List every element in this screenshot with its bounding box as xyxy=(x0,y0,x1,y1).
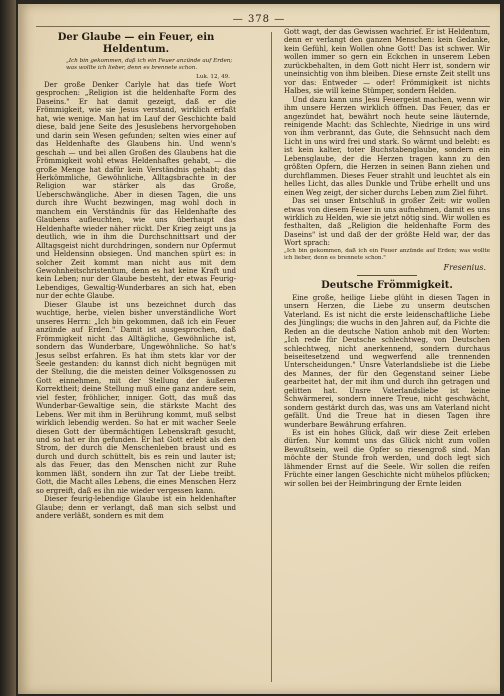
motto-reference: Luk. 12, 49. xyxy=(196,74,230,80)
column-divider xyxy=(271,32,272,682)
author-signature: Fresenius. xyxy=(443,262,486,272)
paragraph: Und dazu kann uns Jesu Feuergeist machen, wenn wir ihm unsere Herzen wirklich öffnen. Das Feuer, das er angezündet hat, bewährt noch heute seine läuternde, reinigende Macht: das Schlechte, Niedrige in uns wird von ihm verbrannt, das Gute, die Sehnsucht nach dem Licht in uns wird frei und stark. So wärmt und belebt: es ist kein kalter, toter Buchstabenglaube, sondern ein Lebensglaube, der die Herzen tragen kann zu den größten Opfern, die Herzen in seinen Bann ziehen und durchflammen. Dieses Feuer strahlt und leuchtet als ein helles Licht, das alles Dunkle und Trübe erhellt und uns einen Weg zeigt, der sicher durchs Leben zum Ziel führt. xyxy=(284,94,490,197)
paragraph: Eine große, heilige Liebe glüht in diesen Tagen in unsern Herzen, die Liebe zu unserm deutschen Vaterland. Es ist nicht die erste leidenschaftliche Liebe des Jünglings; die wuchs in den Jahren auf, da Fichte die Reden an die deutsche Nation anhob mit den Worten: „Ich rede für Deutsche schlechtweg, von Deutschen schlechtweg, nicht anerkennend, sondern durchaus beiseitesetzend und wegwerfend alle trennenden Unterscheidungen." Unsre Vaterlandsliebe ist die Liebe des Mannes, der für den Gegenstand seiner Liebe gearbeitet hat, der mit ihm und durch ihn getragen und gelitten hat. Unsre Vaterlandsliebe ist keine Schwärmerei, sondern innere Treue, nicht geschwächt, sondern gestärkt durch das, was uns am Vaterland nicht gefällt. Und die Treue hat in diesen Tagen ihre wunderbare Bewährung erfahren. xyxy=(284,292,490,429)
motto-quote: „Ich bin gekommen, daß ich ein Feuer anzünde auf Erden; was wollte ich lieber, denn es brennete schon. xyxy=(66,58,233,71)
paragraph: Dieser feurig-lebendige Glaube ist ein heldenhafter Glaube; denn er verlangt, daß man sich selbst und andere verläßt, sondern es mit dem xyxy=(36,494,236,521)
article-heading: Der Glaube — ein Feuer, ein Heldentum. xyxy=(57,32,215,55)
left-column xyxy=(36,28,236,521)
closing-quote: „Ich bin gekommen, daß ich ein Feuer anzünde auf Erden; was wollte ich lieber, denn es brennete schon." xyxy=(284,247,490,261)
paragraph: Der große Denker Carlyle hat das tiefe Wort gesprochen: „Religion ist die heldenhafte Form des Daseins." Er hat damit gezeigt, daß er die Frömmigkeit, wie sie Jesus verstand, wirklich erfaßt hat, wie wenige. Man hat im Lauf der Geschichte bald diese, bald jene Seite des Jesuslebens hervorgehoben und darin sein Wesen gefunden; selten wies einer auf das Heldenhafte des Glaubens hin. Und wenn's geschah — und bei allen Großen des Glaubens hat die Frömmigkeit wohl etwas Heldenhaftes gehabt, — die große Menge hat dafür kein Verständnis gehabt; das Herkömmliche, Gewöhnliche, Alltagsbrachte in der Religion war stärker als das Große, Ueberschwängliche. Aber in diesen Tagen, die uns durch ihre Wucht bezwingen, mag wohl doch in manchem ein Verständnis für das Heldenhafte des Glaubens aufleuchten, wie uns überhaupt das Heldenhafte wieder näher rückt. Der Krieg zeigt uns ja deutlich, wie in ihm die Durchschnittsart und der Alltagsgeist nicht durchdringen, sondern nur Opfermut und Heldensinn obsiegen. Und manchen spürt es: in solcher Zeit kommt man nicht aus mit dem Gewohnheitschristentum, denn es hat keine Kraft und kein Leben; nur der Glaube besteht, der etwas Feurig-Lebendiges, Gewaltig-Wunderbares an sich hat, eben nur der echte Glaube. xyxy=(36,80,236,301)
paragraph: Es ist ein hohes Glück, daß wir diese Zeit erleben dürfen. Nur kommt uns das Glück nicht zum vollen Bewußtsein, weil die Opfer so riesengroß sind. Man möchte der Stunde froh werden, und doch legt sich lähmender Ernst auf die Seele. Wir sollen die reifen Früchte einer langen Geschichte nicht mühelos pflücken; wir sollen bei der Heimbringung der Ernte leiden xyxy=(284,428,490,488)
right-column xyxy=(284,28,490,488)
article-heading-2: Deutsche Frömmigkeit. xyxy=(321,279,453,291)
paragraph: Dieser Glaube ist uns bezeichnet durch das wuchtige, herbe, vielen bisher unverständliche Wort unseres Herrn: „Ich bin gekommen, daß ich ein Feuer anzünde auf Erden." Damit ist ausgesprochen, daß Frömmigkeit nicht das Alltägliche, Gewöhnliche ist, sondern das Wunderbare, Ungewöhnliche. So hat's Jesus selbst erfahren. Es hat ihm stets klar vor der Seele gestanden: du kannst dich nicht begnügen mit der Stellung, die die meisten deiner Volksgenossen zu Gott einnehmen, mit der Stellung der äußeren Korrektheit; deine Stellung muß eine ganz andere sein, viel fester, fröhlicher, inniger. Gott, das muß das Wunderbar-Gewaltige sein, die stärkste Macht des Lebens. Wer mit ihm in Berührung kommt, muß selbst wirklich lebendig werden. So hat er mit wacher Seele diesen Gott der übermächtigen Lebenskraft gesucht, und so hat er ihn gefunden. Er hat Gott erlebt als den Strom, der durch die Menschenleben braust und es durch und durch schüttelt, bis es rein und lauter ist; als das Feuer, das den Menschen nicht zur Ruhe kommen läßt, sondern ihn zur Tat der Liebe treibt. Gott, die Macht alles Lebens, die eines Menschen Herz so ergreift, daß es ihn nie wieder vergessen kann. xyxy=(36,299,236,495)
book-binding-edge xyxy=(0,0,16,696)
section-separator xyxy=(357,275,417,276)
page-number: — 378 — xyxy=(232,14,286,25)
paragraph: Das sei unser Entschluß in großer Zeit: wir wollen etwas von diesem Feuer in uns aufnehmen, damit es uns wirklich zu Helden, wie sie jetzt nötig sind. Wir wollen es festhalten, daß „Religion die heldenhafte Form des Daseins" ist und daß der der größte Held war, der das Wort sprach: xyxy=(284,196,490,248)
book-page xyxy=(18,4,500,694)
paragraph: Gott wagt, der das Gewissen wachrief. Er ist Heldentum, denn er verlangt den ganzen Menschen: kein Gedanke, kein Gefühl, kein Wollen ohne Gott! Das ist schwer. Wir wollen immer so gern ein Eckchen in unserem Leben zurückbehalten, in dem Gott nicht Herr ist, sondern wir uneinsichtig von ihm bleiben. Diese ernste Zeit stellt uns vor das: Entweder — oder! Frömmigkeit ist nichts Halbes, sie will keine Stümper, sondern Helden. xyxy=(284,27,490,96)
